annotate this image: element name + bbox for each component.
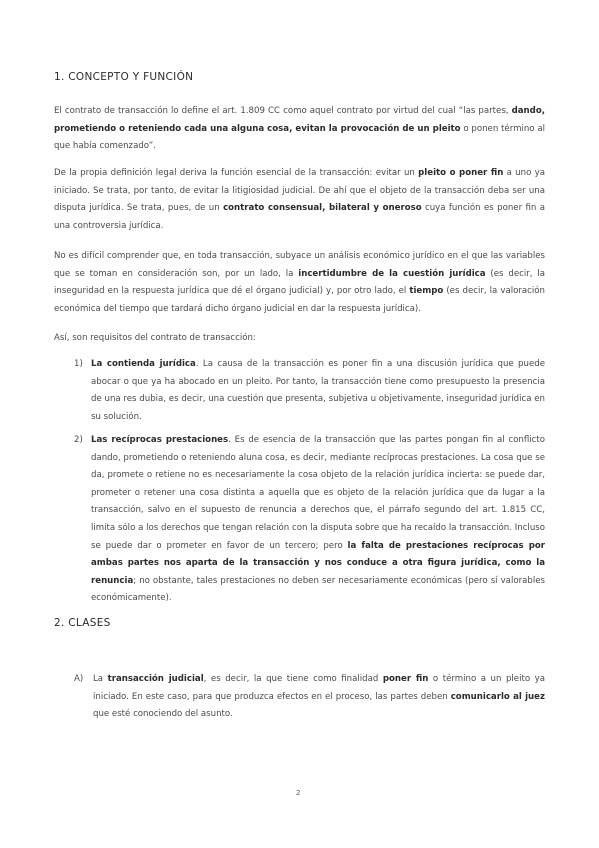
- text-run: La: [93, 674, 108, 684]
- list-item: [91, 356, 545, 426]
- paragraph: [54, 330, 545, 348]
- text-run: (es decir, la inseguridad en la respuesta jurídica que dé el órgano judicial) y, por otro lado, el: [54, 268, 545, 297]
- text-run: . Es de esencia de la transacción que las partes pongan fin al conflicto dando, prometiendo o reteniendo aluna cosa, es decir, mediante recíprocas prestaciones. La cosa que se da, promete o retiene no es necesariamente la cosa objeto de la relación jurídica incierta: se puede dar, prometer o retener una cosa distinta a aquella que es objeto de la relación jurídica que da lugar a la transacción, salvo en el supuesto de renuncia a derechos que, el párrafo segundo del art. 1.815 CC, limita sólo a los derechos que tengan relación con la disputa sobre que ha recaído la transacción. Incluso se puede dar o prometer en favor de un tercero; pero: [91, 435, 546, 551]
- bold-text: La contienda jurídica: [91, 359, 196, 369]
- text-run: o ponen término al que había comenzado”.: [54, 123, 546, 152]
- text-run: Así, son requisitos del contrato de transacción:: [54, 333, 256, 343]
- section-1-heading: 1. CONCEPTO Y FUNCIÓN: [54, 71, 194, 83]
- bold-text: tiempo: [409, 286, 444, 297]
- list-marker: A): [74, 674, 84, 684]
- text-run: que esté conociendo del asunto.: [93, 709, 233, 720]
- text-run: cuya función es poner fin a una controversia jurídica.: [54, 203, 545, 231]
- text-run: De la propia definición legal deriva la función esencial de la transacción: evitar un: [54, 168, 419, 178]
- list-item: [93, 671, 545, 724]
- page-number: 2: [296, 789, 301, 797]
- bold-text: pleito o poner fin: [418, 168, 504, 178]
- bold-text: comunicarlo al juez: [450, 691, 545, 702]
- section-2-heading: 2. CLASES: [54, 617, 111, 629]
- list-marker: 1): [74, 359, 83, 369]
- bold-text: transacción judicial: [107, 674, 204, 684]
- text-run: . La causa de la transacción es poner fin a una discusión jurídica que puede abocar o que ya ha abocado en un pleito. Por tanto, la transacción tiene como presupuesto la presencia de una res dubia, es decir, una cuestión que presenta, subjetiva u objetivamente, inseguridad jurídica en su solución.: [91, 359, 545, 422]
- bold-text: dando, prometiendo o reteniendo cada una alguna cosa, evitan la provocación de un pleito: [54, 106, 545, 134]
- text-run: ; no obstante, tales prestaciones no deben ser necesariamente económicas (pero sí valorables económicamente).: [91, 575, 545, 604]
- paragraph: [54, 103, 545, 156]
- bold-text: la falta de prestaciones recíprocas por ambas partes nos aparta de la transacción y nos conduce a otra figura jurídica, como la renuncia: [91, 540, 545, 586]
- bold-text: incertidumbre de la cuestión jurídica: [298, 268, 486, 279]
- text-run: o término a un pleito ya iniciado. En este caso, para que produzca efectos en el proceso, las partes deben: [93, 674, 545, 702]
- bold-text: Las recíprocas prestaciones: [91, 435, 229, 445]
- text-run: , es decir, la que tiene como finalidad: [203, 674, 383, 684]
- bold-text: poner fin: [382, 674, 429, 684]
- text-run: a uno ya iniciado. Se trata, por tanto, de evitar la litigiosidad judicial. De ahí que el objeto de la transacción deba ser una disputa jurídica. Se trata, pues, de un: [54, 168, 545, 214]
- list-marker: 2): [74, 435, 83, 445]
- bold-text: contrato consensual, bilateral y oneroso: [223, 203, 422, 214]
- paragraph: [54, 248, 545, 318]
- text-run: El contrato de transacción lo define el art. 1.809 CC como aquel contrato por virtud del cual “las partes,: [54, 106, 512, 116]
- text-run: (es decir, la valoración económica del tiempo que tardará dicho órgano judicial en dar la respuesta jurídica).: [54, 286, 545, 314]
- paragraph: [54, 165, 545, 235]
- text-run: No es difícil comprender que, en toda transacción, subyace un análisis económico jurídico en el que las variables que se toman en consideración son, por un lado, la: [54, 251, 545, 279]
- list-item: [91, 432, 545, 608]
